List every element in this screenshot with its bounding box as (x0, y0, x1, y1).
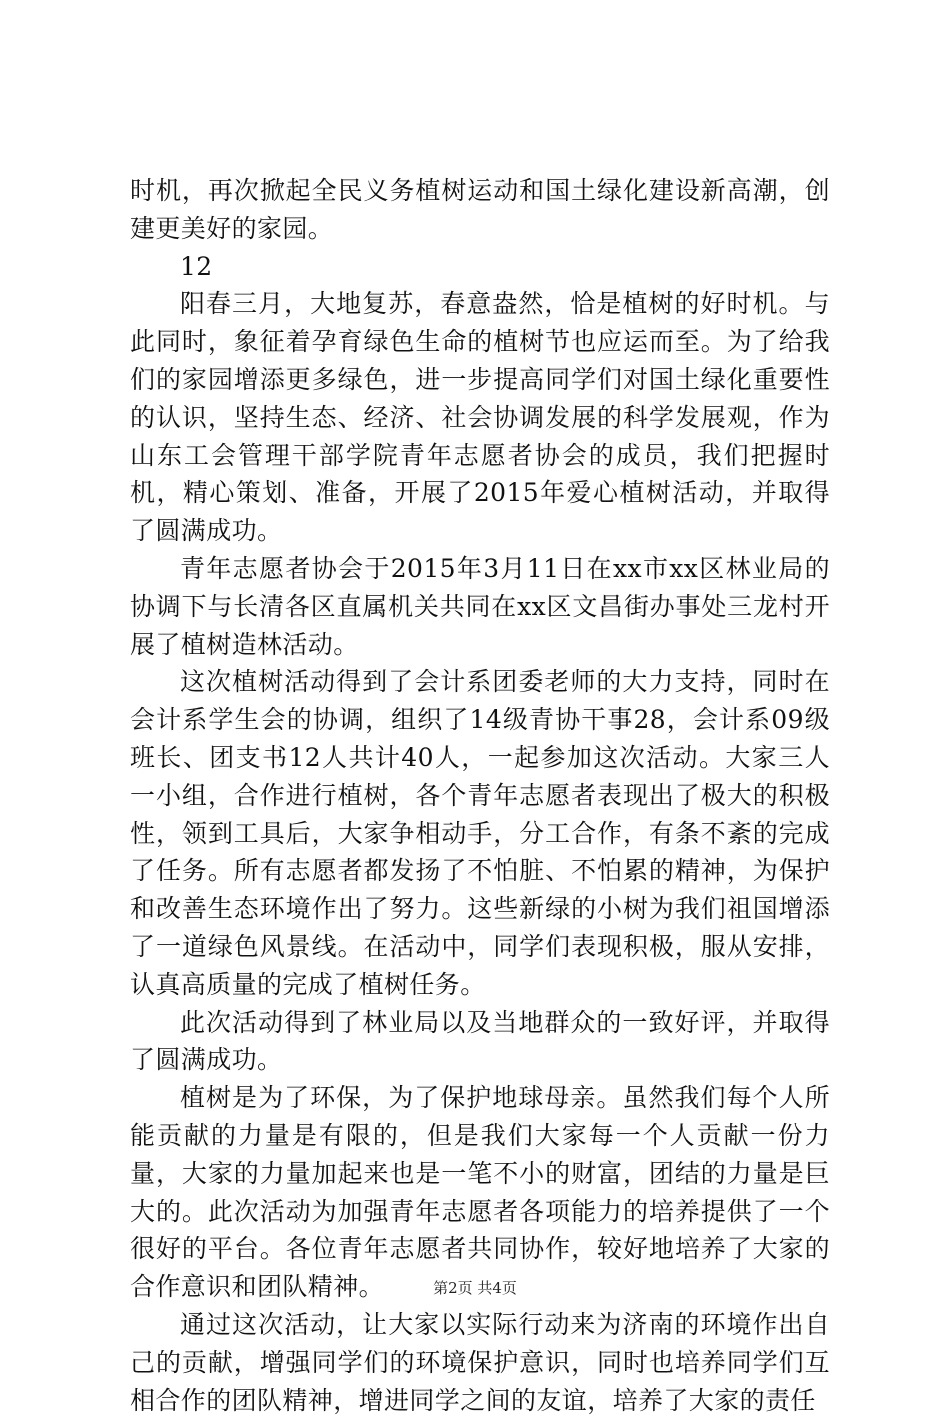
page-footer: 第2页 共4页 (433, 1279, 517, 1297)
paragraph-intro: 阳春三月，大地复苏，春意盎然，恰是植树的好时机。与此同时，象征着孕育绿色生命的植树节也应运而至。为了给我们的家园增添更多绿色，进一步提高同学们对国土绿化重要性的认识，坚持生态、经济、社会协调发展的科学发展观，作为山东工会管理干部学院青年志愿者协会的成员，我们把握时机，精心策划、准备，开展了2015年爱心植树活动，并取得了圆满成功。 (130, 289, 830, 546)
document-body (130, 172, 830, 1419)
paragraph-conclusion: 通过这次活动，让大家以实际行动来为济南的环境作出自己的贡献，增强同学们的环境保护意识，同时也培养同学们互相合作的团队精神，增进同学之间的友谊，培养了大家的责任 (130, 1309, 830, 1415)
paragraph-participants: 这次植树活动得到了会计系团委老师的大力支持，同时在会计系学生会的协调，组织了14级青协干事28，会计系09级班长、团支书12人共计40人，一起参加这次活动。大家三人一小组，合作进行植树，各个青年志愿者表现出了极大的积极性，领到工具后，大家争相动手，分工合作，有条不紊的完成了任务。所有志愿者都发扬了不怕脏、不怕累的精神，为保护和改善生态环境作出了努力。这些新绿的小树为我们祖国增添了一道绿色风景线。在活动中，同学们表现积极，服从安排，认真高质量的完成了植树任务。 (130, 667, 830, 999)
paragraph-significance: 植树是为了环保，为了保护地球母亲。虽然我们每个人所能贡献的力量是有限的，但是我们大家每一个人贡献一份力量，大家的力量加起来也是一笔不小的财富，团结的力量是巨大的。此次活动为加强青年志愿者各项能力的培养提供了一个很好的平台。各位青年志愿者共同协作，较好地培养了大家的合作意识和团队精神。 (130, 1083, 830, 1302)
paragraph-feedback: 此次活动得到了林业局以及当地群众的一致好评，并取得了圆满成功。 (130, 1007, 830, 1075)
paragraph-continuation: 时机，再次掀起全民义务植树运动和国土绿化建设新高潮，创建更美好的家园。 (130, 176, 830, 243)
paragraph-event-date: 青年志愿者协会于2015年3月11日在xx市xx区林业局的协调下与长清各区直属机关共同在xx区文昌街办事处三龙村开展了植树造林活动。 (130, 553, 830, 659)
paragraph-number: 12 (180, 251, 213, 281)
